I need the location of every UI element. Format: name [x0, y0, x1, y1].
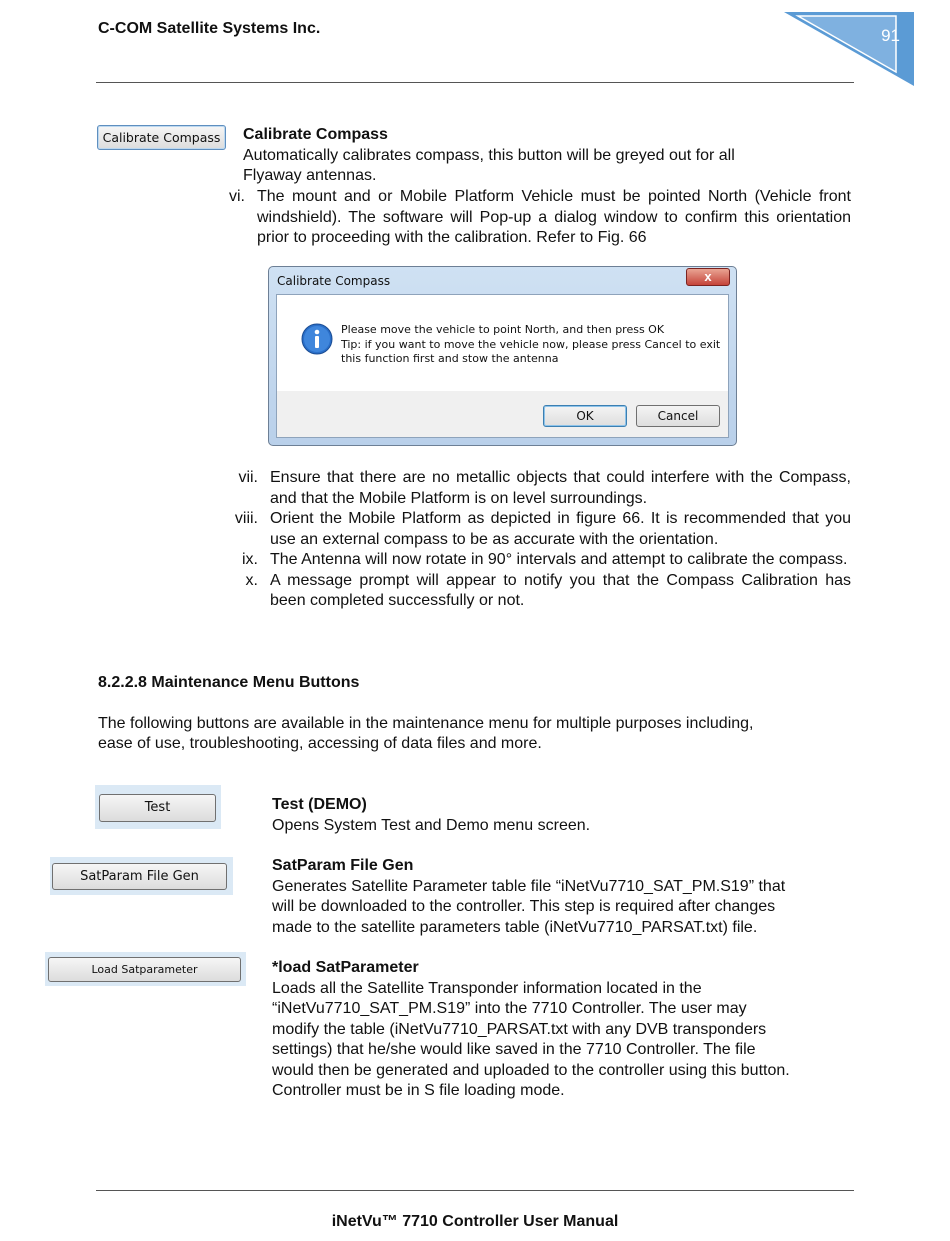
list-item [224, 468, 851, 509]
list-number: viii. [234, 510, 258, 527]
satparam-line-3: made to the satellite parameters table (iNetVu7710_PARSAT.txt) file. [272, 918, 758, 936]
list-number: ix. [242, 551, 258, 568]
list-item [224, 550, 851, 571]
satparam-file-gen-button[interactable]: SatParam File Gen [52, 863, 227, 890]
list-item-vi [211, 187, 851, 249]
test-button[interactable]: Test [99, 794, 216, 822]
test-description [272, 795, 852, 836]
list-text: Orient the Mobile Platform as depicted in figure 66. It is recommended that you use an external compass to be as accurate with the orientation. [270, 510, 851, 548]
dialog-message-line-1: Please move the vehicle to point North, and then press OK [341, 323, 665, 336]
section-intro-2: ease of use, troubleshooting, accessing of data files and more. [98, 735, 542, 752]
dialog-message [341, 323, 720, 367]
info-icon [301, 323, 333, 355]
dialog-body [276, 294, 729, 438]
calibrate-heading: Calibrate Compass [243, 126, 388, 143]
close-icon[interactable]: x [686, 268, 730, 286]
list-number: vi. [229, 188, 245, 205]
list-item [224, 571, 851, 612]
list-number: x. [245, 571, 258, 589]
dialog-message-line-2: Tip: if you want to move the vehicle now, please press Cancel to exit [341, 337, 721, 351]
load-satparameter-line-4: settings) that he/she would like saved in the 7710 Controller. The file [272, 1041, 756, 1058]
list-number: vii. [238, 469, 258, 486]
steps-list [224, 468, 851, 612]
list-text: A message prompt will appear to notify you that the Compass Calibration has been completed successfully or not. [270, 571, 851, 609]
calibrate-compass-button[interactable]: Calibrate Compass [97, 125, 226, 150]
calibrate-compass-dialog [268, 266, 737, 446]
satparam-title: SatParam File Gen [272, 857, 414, 874]
list-item [224, 509, 851, 550]
load-satparameter-line-3: modify the table (iNetVu7710_PARSAT.txt with any DVB transponders [272, 1020, 767, 1038]
list-text: The Antenna will now rotate in 90° intervals and attempt to calibrate the compass. [270, 551, 848, 568]
list-text: Ensure that there are no metallic objects that could interfere with the Compass, and that the Mobile Platform is on level surroundings. [270, 469, 851, 507]
satparam-line-2: will be downloaded to the controller. This step is required after changes [272, 898, 776, 915]
load-satparameter-line-1: Loads all the Satellite Transponder information located in the [272, 979, 702, 997]
calibrate-description-1: Automatically calibrates compass, this button will be greyed out for all [243, 147, 735, 164]
cancel-button[interactable]: Cancel [636, 405, 720, 427]
satparam-line-1: Generates Satellite Parameter table file “iNetVu7710_SAT_PM.S19” that [272, 877, 786, 895]
section-heading: 8.2.2.8 Maintenance Menu Buttons [98, 674, 360, 691]
test-line-1: Opens System Test and Demo menu screen. [272, 816, 591, 834]
load-satparameter-description [272, 958, 862, 1102]
company-name: C-COM Satellite Systems Inc. [98, 20, 321, 37]
load-satparameter-line-5: would then be generated and uploaded to the controller using this button. [272, 1061, 790, 1079]
ok-button[interactable]: OK [543, 405, 627, 427]
load-satparameter-title: *load SatParameter [272, 959, 419, 976]
dialog-message-line-3: this function first and stow the antenna [341, 352, 559, 365]
calibrate-description-2: Flyaway antennas. [243, 167, 377, 184]
dialog-title: Calibrate Compass [277, 274, 391, 288]
list-text: The mount and or Mobile Platform Vehicle must be pointed North (Vehicle front windshield). The software will Pop-up a dialog window to confirm this orientation prior to proceeding with the calibration. Refer to Fig. 66 [257, 188, 851, 246]
page-number: 91 [881, 26, 900, 45]
header-rule [96, 82, 854, 83]
page-corner-tab [784, 12, 914, 86]
footer-title: iNetVu™ 7710 Controller User Manual [331, 1213, 619, 1230]
section-intro-1: The following buttons are available in the maintenance menu for multiple purposes including, [98, 715, 754, 732]
load-satparameter-line-6: Controller must be in S file loading mode. [272, 1082, 565, 1099]
footer-rule [96, 1190, 854, 1191]
load-satparameter-button[interactable]: Load Satparameter [48, 957, 241, 982]
load-satparameter-line-2: “iNetVu7710_SAT_PM.S19” into the 7710 Controller. The user may [272, 1000, 747, 1017]
test-title: Test (DEMO) [272, 796, 367, 813]
satparam-description [272, 856, 852, 938]
